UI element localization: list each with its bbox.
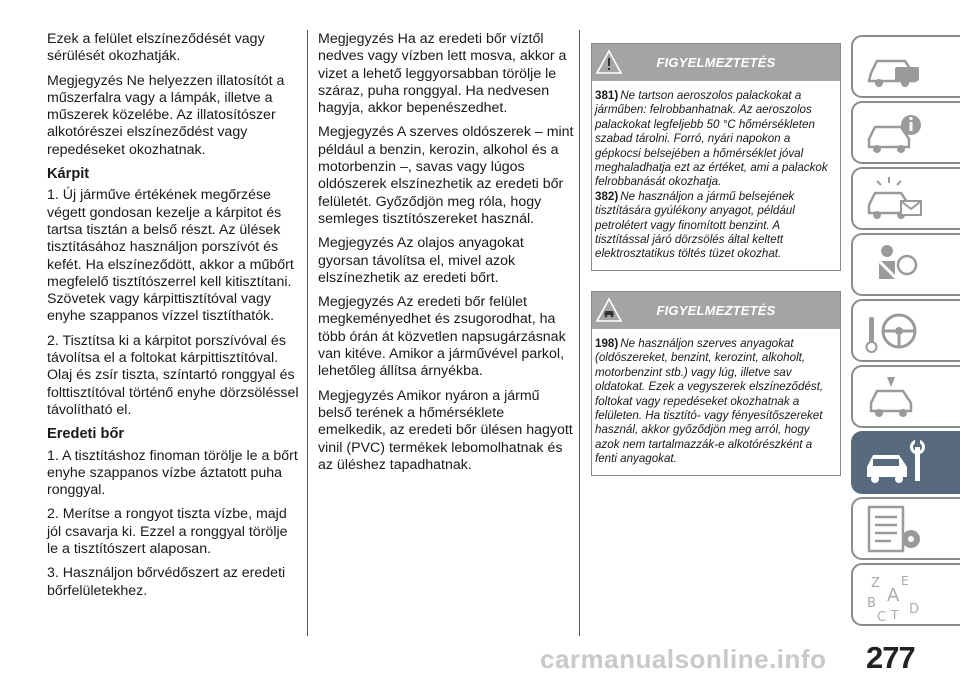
warning-ref-number: 382) [595, 189, 619, 203]
car-wrench-icon [865, 439, 935, 489]
warning-text: Ne tartson aeroszolos palackokat a járműben: felrobbanhatnak. Az aeroszolos palackokat legfeljebb 50 °C hőmérsékleten szabad tárolni. Forró, nyári napokon a gépkocsi belsejében a hőmérséklet jóval meghaladhatja ezt az értéket, ami a palackok felrobbanását okozhatja. [595, 89, 828, 189]
warning-item [595, 89, 834, 190]
warning-title: FIGYELMEZTETÉS [656, 55, 776, 70]
note-paragraph: Megjegyzés Az eredeti bőr felület megkeményedhet és zsugorodhat, ha több órán át közvetlen napsugárzásnak van kitéve. Amikor a járművével parkol, lehetőleg állítsa árnyékba. [318, 294, 566, 380]
index-letter: D [909, 602, 920, 617]
tab-warning-lights[interactable] [851, 167, 960, 230]
airbag-seatbelt-icon [865, 241, 925, 291]
paragraph: 1. A tisztításhoz finoman törölje le a bőrt enyhe szappanos vízbe áztatott puha ronggyal. [47, 447, 298, 499]
paragraph: 1. Új járműve értékének megőrzése végett gondosan kezelje a kárpitot és tartsa tisztán a belső részt. Az ülések tisztításához használjon porszívót és kefét. Ha elszíneződött, akkor a műbőrt megfelelő tisztítószerrel kell kitisztítani. Szövetek vagy kárpittisztítóval vagy enyhe szappanos vízzel tisztíthatók. [47, 187, 294, 325]
warning-item [595, 190, 834, 262]
note-paragraph: Megjegyzés Ha az eredeti bőr víztől nedves vagy vízben lett mosva, akkor a vizet a lehető leggyorsabban törölje le száraz, puha ronggyal. Ha nedvesen hagyja, akkor bepenészedhet. [318, 31, 567, 117]
index-letter: E [901, 574, 909, 588]
paragraph: 2. Merítse a rongyot tiszta vízbe, majd jól csavarja ki. Ezzel a ronggyal törölje le a tisztítószert alaposan. [47, 506, 288, 558]
warning-ref-number: 381) [595, 89, 619, 102]
warning-header [592, 44, 840, 81]
steering-wheel-key-icon [865, 307, 925, 357]
warning-text: Ne használjon a jármű belsejének tisztítására gyúlékony anyagot, például petrolétert vagy finomított benzint. A tisztítással járó dörzsölés által keltett elektrosztatikus töltés tüzet okozhat. [595, 189, 795, 261]
warning-title: FIGYELMEZTETÉS [656, 303, 776, 318]
technical-data-list-icon [865, 505, 925, 555]
paragraph: 3. Használjon bőrvédőszert az eredeti bőrfelületekhez. [47, 565, 286, 599]
note-paragraph: Megjegyzés A szerves oldószerek – mint például a benzin, kerozin, alkohol és a motorbenzin –, savas vagy lúgos oldószerek elszínezhetik az eredeti bőr felületét. Győződjön meg róla, hogy semleges tisztítószereket használ. [318, 124, 574, 227]
watermark: carmanualsonline.info [540, 644, 827, 674]
tab-knowing-car[interactable] [851, 101, 960, 164]
warning-text: Ne használjon szerves anyagokat (oldószereket, benzint, kerozint, alkoholt, motorbenzint stb.) vagy lúg, illetve sav oldatokat. Ezek a vegyszerek elszíneződést, foltokat vagy repedéseket okozhatnak a felületen. Ha tisztító- vagy fényesítőszereket használ, akkor győződjön meg arról, hogy azok nem tartalmazzák-e alkotórészként a fenti anyagokat. [595, 337, 824, 466]
column-divider [307, 30, 308, 636]
index-letter: B [867, 596, 876, 611]
tab-maintenance[interactable] [851, 431, 960, 494]
section-heading-upholstery: Kárpit [47, 166, 90, 183]
note-paragraph: Megjegyzés Ne helyezzen illatosítót a műszerfalra vagy a lámpák, illetve a műszerek közelébe. Az illatosítószer alkotórészei elszíneződést vagy repedéseket okozhatnak. [47, 72, 285, 158]
tab-emergency[interactable] [851, 365, 960, 428]
warning-box [591, 43, 841, 271]
text-column-left [47, 31, 300, 607]
warning-ref-number: 198) [595, 337, 619, 350]
page-number: 277 [866, 640, 915, 675]
note-paragraph: Megjegyzés Az olajos anyagokat gyorsan távolítsa el, mivel azok elszínezhetik az eredeti bőrt. [318, 235, 524, 286]
car-info-icon [865, 109, 925, 159]
index-letter: T [891, 608, 899, 622]
paragraph: Ezek a felület elszíneződését vagy sérülését okozhatják. [47, 31, 265, 65]
note-paragraph: Megjegyzés Amikor nyáron a jármű belső terének a hőmérséklete emelkedik, az eredeti bőr ülésen hagyott vinil (PVC) termékek lebomolhatnak és az üléshez tapadhatnak. [318, 387, 573, 473]
text-column-middle [318, 31, 574, 481]
paragraph: 2. Tisztítsa ki a kárpitot porszívóval és távolítsa el a foltokat kárpittisztítóval. Olaj és zsír tiszta, színtartó ronggyal és folttisztítóval történő enyhe dörzsöléssel távolítható el. [47, 332, 299, 418]
section-heading-leather: Eredeti bőr [47, 426, 125, 443]
tab-technical-data[interactable] [851, 497, 960, 560]
warning-body [592, 81, 840, 270]
car-breakdown-icon [865, 373, 925, 423]
index-letter: C [877, 610, 887, 625]
tab-index[interactable] [851, 563, 960, 626]
warning-header [592, 292, 840, 329]
index-letter: Z [871, 576, 880, 591]
warning-item [595, 337, 834, 467]
tab-starting-driving[interactable] [851, 299, 960, 362]
index-letter: A [887, 585, 900, 606]
warning-box [591, 291, 841, 476]
car-light-message-icon [865, 175, 925, 225]
tab-safety[interactable] [851, 233, 960, 296]
alphabetical-index-icon [865, 571, 925, 625]
car-dashboard-icon [865, 43, 925, 93]
column-divider [579, 30, 580, 636]
tab-dashboard[interactable] [851, 35, 960, 98]
warning-body [592, 329, 840, 475]
